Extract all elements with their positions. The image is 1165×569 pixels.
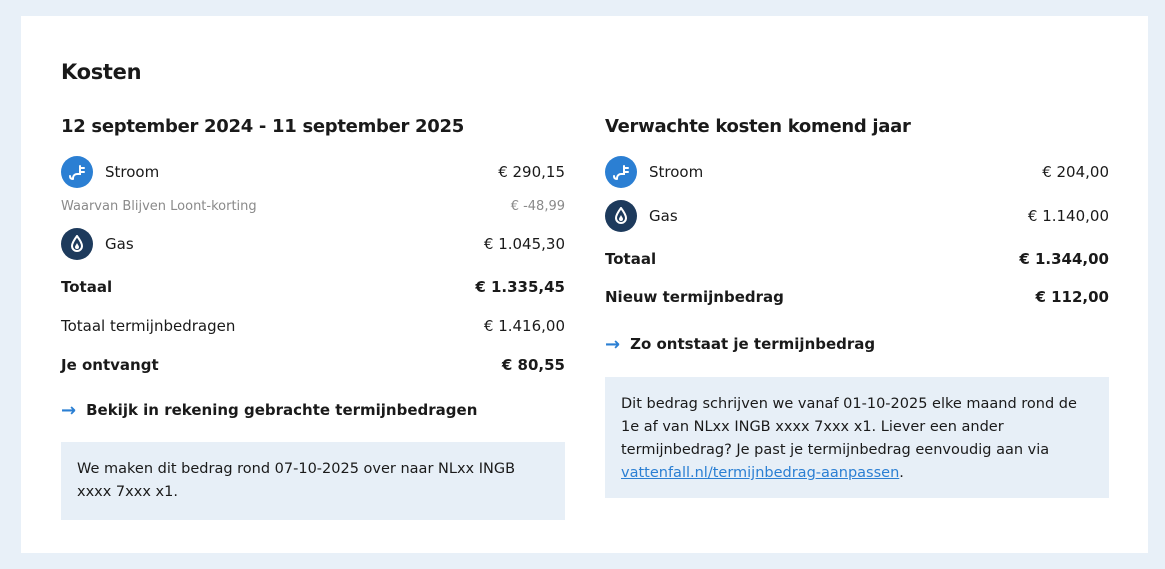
totaal-row <box>61 266 565 308</box>
gas-label: Gas <box>649 207 678 225</box>
expected-heading: Verwachte kosten komend jaar <box>605 116 911 137</box>
termijn-value: € 1.416,00 <box>483 317 565 335</box>
totaal-value: € 1.335,45 <box>475 278 565 296</box>
link-label: Bekijk in rekening gebrachte termijnbedragen <box>86 401 478 419</box>
electricity-plug-icon <box>605 156 637 188</box>
korting-row <box>61 190 565 222</box>
expected-costs-column <box>605 114 1109 498</box>
gas-value: € 1.045,30 <box>483 235 565 253</box>
stroom-value: € 290,15 <box>498 163 565 181</box>
costs-card <box>21 16 1148 553</box>
gas-flame-icon <box>605 200 637 232</box>
ontvangt-row <box>61 344 565 386</box>
installment-info-box <box>605 377 1109 498</box>
stroom-value: € 204,00 <box>1042 163 1109 181</box>
nieuw-label: Nieuw termijnbedrag <box>605 288 784 306</box>
electricity-plug-icon <box>61 156 93 188</box>
totaal-label: Totaal <box>605 250 657 268</box>
page-title: Kosten <box>61 60 142 84</box>
stroom-label: Stroom <box>649 163 704 181</box>
nieuw-termijn-row <box>605 276 1109 318</box>
ontvangt-label: Je ontvangt <box>61 356 159 374</box>
adjust-installment-link[interactable]: vattenfall.nl/termijnbedrag-aanpassen <box>621 465 900 481</box>
link-label: Zo ontstaat je termijnbedrag <box>630 335 876 353</box>
gas-row <box>605 190 1109 242</box>
totaal-row <box>605 242 1109 276</box>
totaal-value: € 1.344,00 <box>1019 250 1109 268</box>
view-installments-link[interactable] <box>61 386 565 434</box>
korting-label: Waarvan Blijven Loont-korting <box>61 198 257 214</box>
ontvangt-value: € 80,55 <box>501 356 565 374</box>
how-installment-link[interactable] <box>605 318 1109 370</box>
past-period-column <box>61 114 565 520</box>
arrow-right-icon: → <box>61 399 77 421</box>
gas-row <box>61 222 565 266</box>
arrow-right-icon: → <box>605 333 621 355</box>
korting-value: € -48,99 <box>510 198 565 214</box>
refund-info-text: We maken dit bedrag rond 07-10-2025 over naar NLxx INGB xxxx 7xxx x1. <box>77 461 516 500</box>
gas-flame-icon <box>61 228 93 260</box>
stroom-row <box>605 154 1109 190</box>
refund-info-box <box>61 442 565 520</box>
termijn-row <box>61 308 565 344</box>
info-end: . <box>899 465 904 481</box>
period-heading: 12 september 2024 - 11 september 2025 <box>61 116 464 137</box>
termijn-label: Totaal termijnbedragen <box>61 317 236 335</box>
gas-label: Gas <box>105 235 134 253</box>
nieuw-value: € 112,00 <box>1035 288 1109 306</box>
stroom-label: Stroom <box>105 163 160 181</box>
stroom-row <box>61 154 565 190</box>
installment-info-text: Dit bedrag schrijven we vanaf 01-10-2025 elke maand rond de 1e af van NLxx INGB xxxx 7xxx x1. Liever een ander termijnbedrag? Je past je termijnbedrag eenvoudig aan via <box>621 396 1077 458</box>
totaal-label: Totaal <box>61 278 113 296</box>
gas-value: € 1.140,00 <box>1027 207 1109 225</box>
